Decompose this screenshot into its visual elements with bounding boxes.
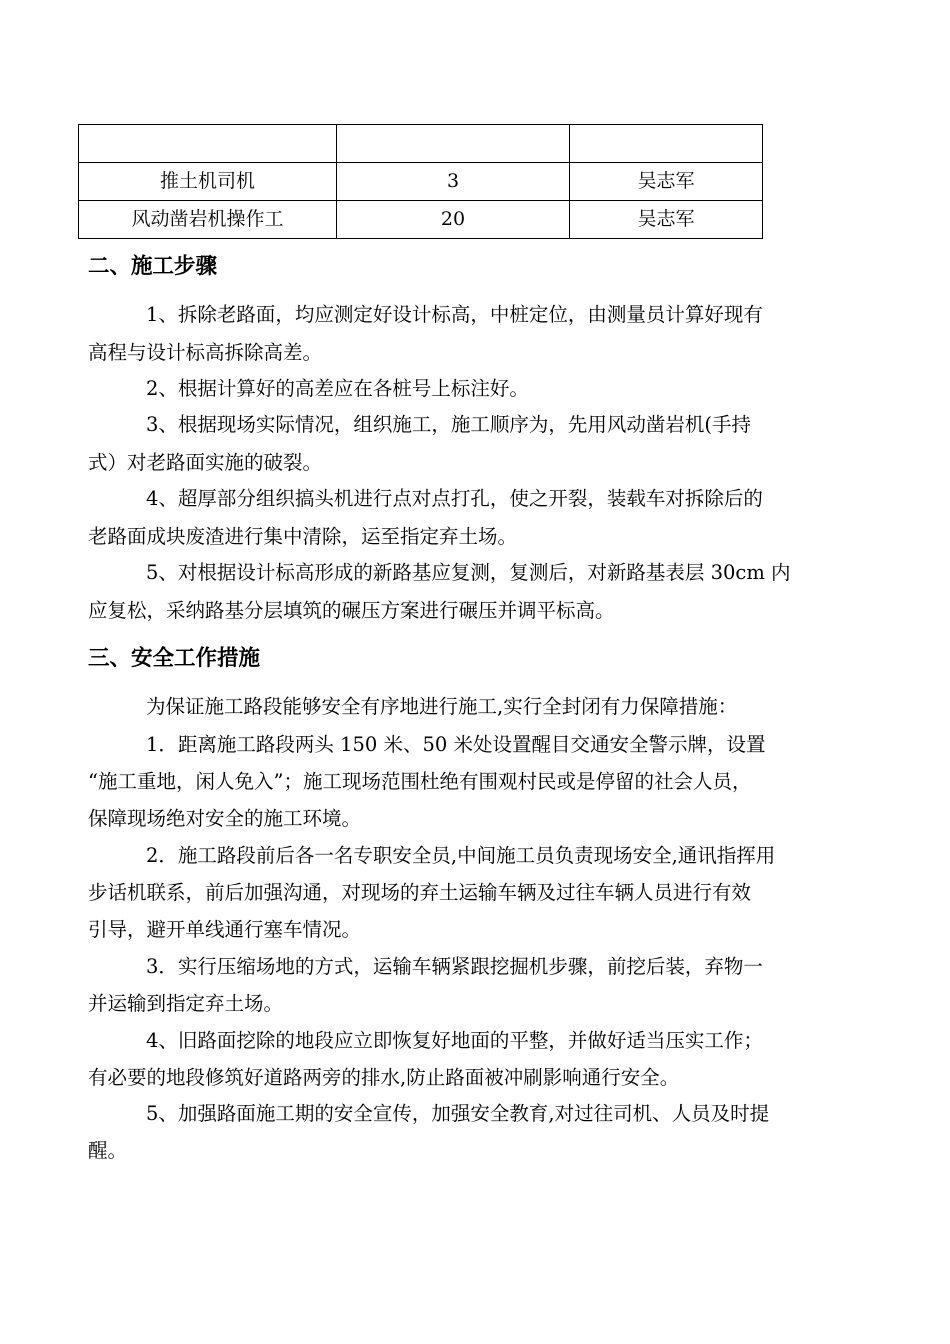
table-cell-count xyxy=(337,125,570,163)
text-line: “施工重地，闲人免入”；施工现场范围杜绝有围观村民或是停留的社会人员， xyxy=(88,770,752,793)
text-line: 2、根据计算好的高差应在各桩号上标注好。 xyxy=(146,377,529,400)
text-line: 2．施工路段前后各一名专职安全员,中间施工员负责现场安全,通讯指挥用 xyxy=(146,844,776,867)
text-line: 3、根据现场实际情况，组织施工，施工顺序为，先用风动凿岩机(手持 xyxy=(146,413,752,436)
text-line: 保障现场绝对安全的施工环境。 xyxy=(88,807,362,830)
table-cell-count: 3 xyxy=(337,163,570,201)
section-heading-steps: 二、施工步骤 xyxy=(88,254,218,279)
table-cell-role: 风动凿岩机操作工 xyxy=(79,201,337,239)
text-line: 5、加强路面施工期的安全宣传，加强安全教育,对过往司机、人员及时提 xyxy=(146,1102,770,1125)
text-line: 4、超厚部分组织搞头机进行点对点打孔，使之开裂，装载车对拆除后的 xyxy=(146,487,763,510)
table-cell-role xyxy=(79,125,337,163)
table-cell-leader: 吴志军 xyxy=(570,201,763,239)
text-line: 步话机联系，前后加强沟通，对现场的弃土运输车辆及过往车辆人员进行有效 xyxy=(88,881,752,904)
text-line: 1、拆除老路面，均应测定好设计标高，中桩定位，由测量员计算好现有 xyxy=(146,303,763,326)
text-line: 4、旧路面挖除的地段应立即恢复好地面的平整，并做好适当压实工作； xyxy=(146,1029,763,1052)
text-line: 式）对老路面实施的破裂。 xyxy=(88,451,323,474)
text-line: 并运输到指定弃土场。 xyxy=(88,992,284,1015)
text-line: 高程与设计标高拆除高差。 xyxy=(88,341,323,364)
text-line: 醒。 xyxy=(88,1139,128,1162)
text-line: 应复松，采纳路基分层填筑的碾压方案进行碾压并调平标高。 xyxy=(88,599,615,622)
text-line: 1．距离施工路段两头 150 米、50 米处设置醒目交通安全警示牌，设置 xyxy=(146,733,766,756)
table-cell-leader xyxy=(570,125,763,163)
table-row xyxy=(79,163,763,201)
table-cell-role: 推土机司机 xyxy=(79,163,337,201)
text-line: 5、对根据设计标高形成的新路基应复测，复测后，对新路基表层 30cm 内 xyxy=(146,561,791,584)
text-line: 有必要的地段修筑好道路两旁的排水,防止路面被冲刷影响通行安全。 xyxy=(88,1066,680,1089)
section-heading-safety: 三、安全工作措施 xyxy=(88,646,261,671)
text-line: 引导，避开单线通行塞车情况。 xyxy=(88,918,362,941)
text-line: 3．实行压缩场地的方式，运输车辆紧跟挖掘机步骤，前挖后装，弃物一 xyxy=(146,955,763,978)
table-cell-leader: 吴志军 xyxy=(570,163,763,201)
staff-table xyxy=(78,124,763,239)
table-cell-count: 20 xyxy=(337,201,570,239)
table-row xyxy=(79,125,763,163)
text-line: 为保证施工路段能够安全有序地进行施工,实行全封闭有力保障措施： xyxy=(146,695,738,718)
table-row xyxy=(79,201,763,239)
text-line: 老路面成块废渣进行集中清除，运至指定弃土场。 xyxy=(88,525,518,548)
